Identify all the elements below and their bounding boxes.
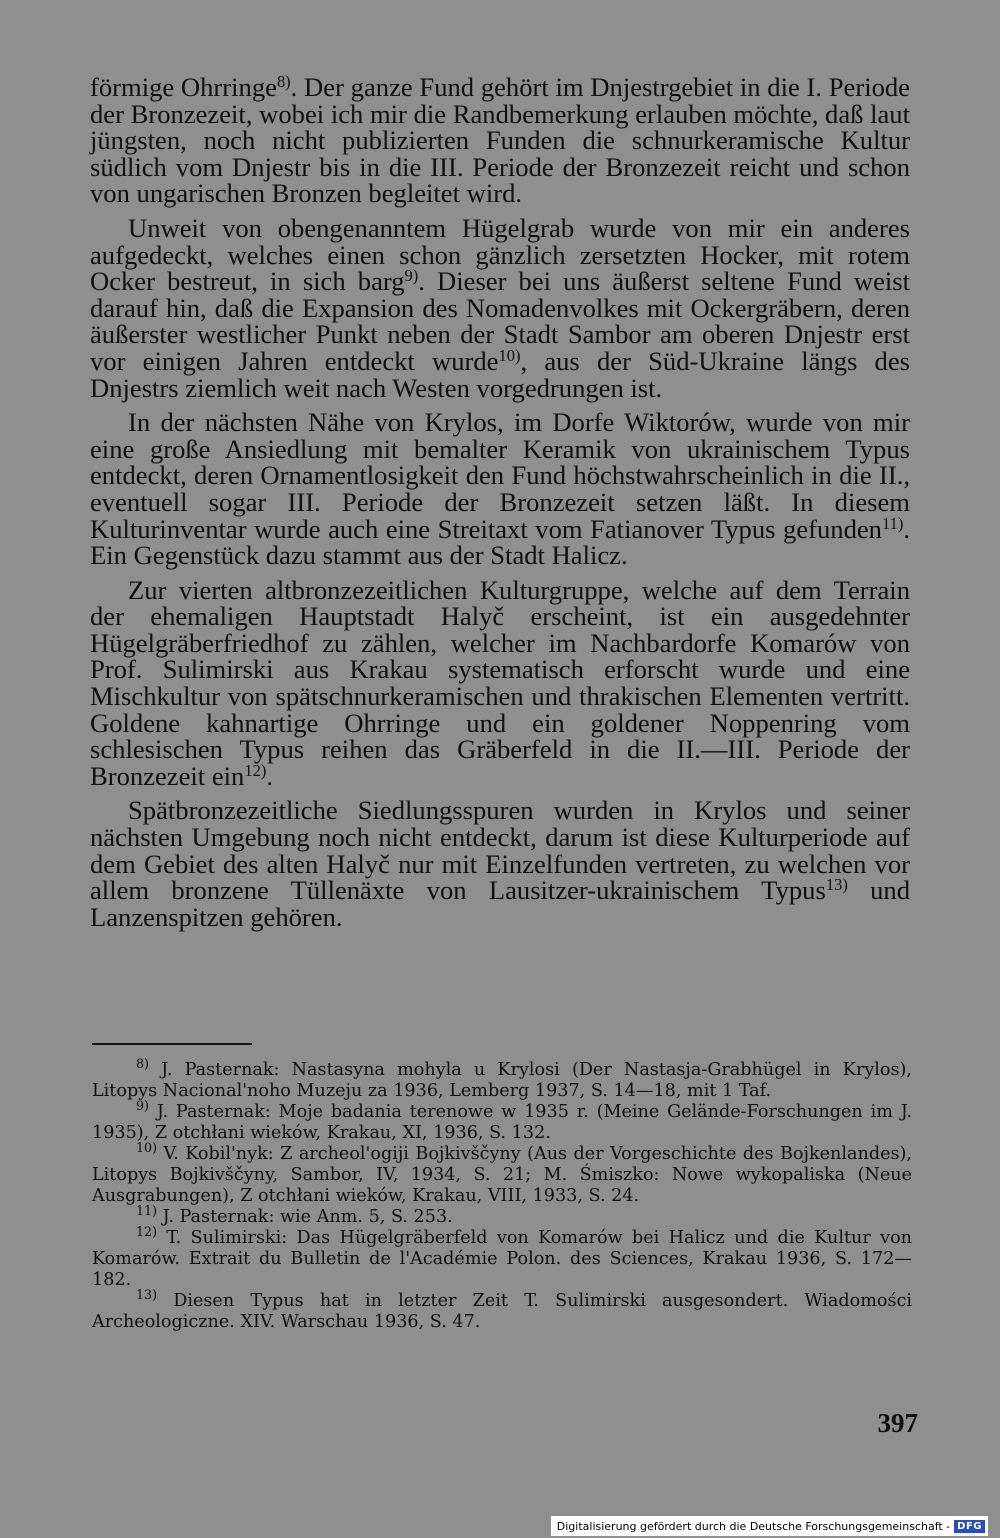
paragraph-text: . Dieser bei uns äußerst seltene Fund weist darauf hin, daß die Expansion des Nomadenvolkes mit Ockergräbern, deren äußerster westlicher Punkt neben der Stadt Sambor am oberen Dnjestr erst vor einigen Jahren entdeckt wurde	[90, 266, 910, 376]
body-text	[90, 71, 911, 938]
footnote-ref: 9)	[404, 266, 419, 286]
paragraph-text: .	[266, 760, 273, 791]
paragraph	[90, 409, 910, 569]
paragraph-text: förmige Ohrringe	[90, 72, 277, 102]
footnote-mark: 12)	[136, 1224, 158, 1240]
paragraph-text: Zur vierten altbronzezeitlichen Kulturgruppe, welche auf dem Terrain der ehemaligen Hauptstadt Halyč erscheint, ist ein ausgedehnter Hügelgräberfriedhof zu zählen, welcher im Nachbardorfe Komarów von Prof. Sulimirski aus Krakau systematisch erforscht wurde und eine Mischkultur von spätschnurkeramischen und thrakischen Elementen vertritt. Goldene kahnartige Ohrringe und ein goldener Noppenring vom schlesischen Typus reihen das Gräberfeld in die II.—III. Periode der Bronzezeit ein	[90, 574, 910, 791]
footnote	[92, 1287, 912, 1333]
footnote	[92, 1203, 912, 1228]
paragraph-text: . Ein Gegenstück dazu stammt aus der Stadt Halicz.	[90, 513, 910, 571]
footnote-mark: 8)	[136, 1056, 149, 1072]
paragraph-text: In der nächsten Nähe von Krylos, im Dorfe Wiktorów, wurde von mir eine große Ansiedlung mit bemalter Keramik von ukrainischem Typus entdeckt, deren Ornamentlosigkeit den Fund höchstwahrscheinlich in die II., eventuell sogar III. Periode der Bronzezeit setzen läßt. In diesem Kulturinventar wurde auch eine Streitaxt vom Fatianover Typus gefunden	[90, 407, 910, 544]
paragraph-text: Spätbronzezeitliche Siedlungsspuren wurden in Krylos und seiner nächsten Umgebung noch nicht entdeckt, darum ist diese Kulturperiode auf dem Gebiet des alten Halyč nur mit Einzelfunden vertreten, zu welchen vor allem bronzene Tüllenäxte von Lausitzer-ukrainischem Typus	[90, 795, 910, 906]
footnote	[92, 1098, 912, 1144]
footnote-text: J. Pasternak: Moje badania terenowe w 1935 r. (Meine Gelände-Forschungen im J. 1935), Z otchłani wieków, Krakau, XI, 1936, S. 132.	[92, 1102, 912, 1143]
footnote	[92, 1224, 912, 1291]
footnote-text: J. Pasternak: wie Anm. 5, S. 253.	[157, 1207, 453, 1227]
footnote	[92, 1140, 912, 1207]
footnote-ref: 12)	[244, 760, 267, 780]
footnote-ref: 13)	[825, 875, 848, 895]
paragraph-text: Unweit von obengenanntem Hügelgrab wurde von mir ein anderes aufgedeckt, welches einen schon gänzlich zersetzten Hocker, mit rotem Ocker bestreut, in sich barg	[90, 212, 910, 297]
paragraph	[90, 574, 910, 791]
footnote-separator	[92, 1043, 252, 1045]
footnote-ref: 11)	[881, 513, 904, 533]
credit-text: Digitalisierung gefördert durch die Deutsche Forschungsgemeinschaft -	[556, 1519, 951, 1533]
footnote-mark: 9)	[136, 1098, 149, 1114]
footnote-mark: 13)	[136, 1287, 158, 1303]
footnote-text: Diesen Typus hat in letzter Zeit T. Sulimirski ausgesondert. Wiadomości Archeologiczne. XIV. Warschau 1936, S. 47.	[92, 1291, 912, 1332]
digitization-credit	[551, 1516, 988, 1536]
footnote-mark: 11)	[136, 1203, 158, 1219]
paragraph	[90, 71, 910, 209]
footnote	[92, 1056, 912, 1102]
paragraph	[90, 212, 911, 403]
footnote-ref: 10)	[498, 345, 521, 365]
footnote-text: T. Sulimirski: Das Hügelgräberfeld von Komarów bei Halicz und die Kultur von Komarów. Extrait du Bulletin de l'Académie Polon. des Sciences, Krakau 1936, S. 172—182.	[92, 1228, 912, 1290]
footnote-ref: 8)	[276, 71, 291, 91]
paragraph-text: , aus der Süd-Ukraine längs des Dnjestrs ziemlich weit nach Westen vorgedrungen ist.	[90, 345, 911, 403]
dfg-logo-icon: DFG	[954, 1520, 985, 1533]
paragraph	[90, 797, 910, 930]
footnote-text: V. Kobil'nyk: Z archeol'ogiji Bojkivščyny (Aus der Vorgeschichte des Bojkenlandes), Litopys Bojkivščyny, Sambor, IV, 1934, S. 21; M. Śmiszko: Nowe wykopaliska (Neue Ausgrabungen), Z otchłani wieków, Krakau, VIII, 1933, S. 24.	[92, 1144, 912, 1206]
footnote-text: J. Pasternak: Nastasyna mohyla u Krylosi (Der Nastasja-Grabhügel in Krylos), Litopys Nacional'noho Muzeju za 1936, Lemberg 1937, S. 14—18, mit 1 Taf.	[92, 1060, 912, 1101]
paragraph-text: und Lanzenspitzen gehören.	[90, 875, 911, 932]
footnote-mark: 10)	[136, 1140, 158, 1156]
footnotes	[92, 1056, 912, 1333]
paragraph-text: . Der ganze Fund gehört im Dnjestrgebiet in die I. Periode der Bronzezeit, wobei ich mir die Randbemerkung erlauben möchte, daß laut jüngsten, noch nicht publizierten Funden die schnurkeramische Kultur südlich vom Dnjestr bis in die III. Periode der Bronzezeit reicht und schon von ungarischen Bronzen begleitet wird.	[90, 72, 910, 209]
page-number: 397	[877, 1408, 918, 1438]
